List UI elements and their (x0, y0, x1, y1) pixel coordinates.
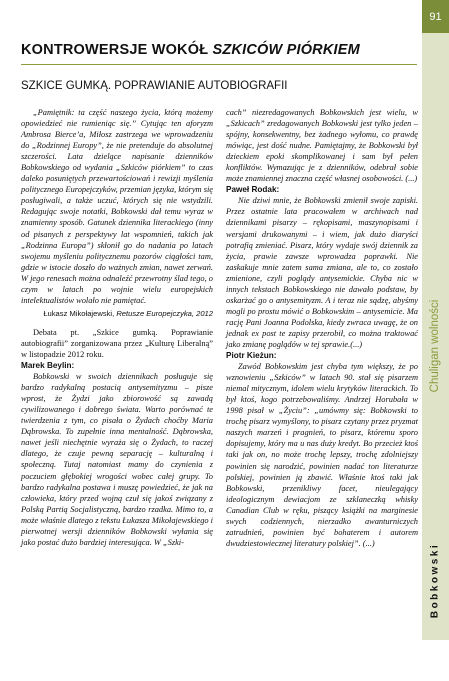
sidebar-author: Bobkowski (429, 542, 441, 619)
speaker-statement: Bobkowski w swoich dziennikach posługuje się bardzo radykalną postacią antysemityzmu – pisze wprost, że Żydzi jako zbiorowość są zawadą cywilizowanego i dobrego świata. Warto porównać te twierdzenia z tym, co pisała o Żydach choćby Maria Dąbrowska. To zupełnie inna mentalność. Dąbrowska, nawet jeśli niechętnie wyraża się o Żydach, to raczej dlatego, że czuje pewną separację – kulturalną i społeczną. Tutaj natomiast mamy do czynienia z poczuciem głębokiej wrogości wobec całej grupy. To bardzo radykalna postawa i muszę powiedzieć, że jak na człowieka, który przed wojną czuł się jakoś związany z Polską Partią Socjalistyczną, bardzo rzadka. Mimo to, a może właśnie dlatego z tekstu Łukasza Mikołajewskiego i pierwotnej wersji dzienników Bobkowski wyłania się jako postać dużo bardziej interesująca. W „Szki- (21, 372, 213, 547)
speaker-statement: Zawód Bobkowskim jest chyba tym większy, że po wznowieniu „Szkiców” w latach 90. stał się pisarzem niemal mitycznym, idolem wielu krytyków literackich. To był ktoś, kogo potrzebowaliśmy. Andrzej Horubała w 1998 pisał w „Życiu”: „umówmy się: Bobkowski to trochę pisarz wymyślony, to pisarz czytany przez pryzmat naszych marzeń i pragnień, to pisarz, któremu sporo dopisujemy, który ma u nas duży kredyt. Bo przecież ktoś taki jak on, no może trochę lepszy, trochę zdolniejszy powinien się narodzić, powinien nadać ton literaturze polskiej, powinien ją zbawić. Właśnie ktoś taki jak Bobkowski, przenikliwy facet, nieulegający ideologicznym dewiacjom ze szklaneczką whisky Canadian Club w ręku, piszący książki na marginesie swych codziennych, nierzadko awanturniczych zatrudnień, powinien być bohaterem i autorem dwudziestowiecznej literatury polskiej”. (...) (226, 362, 418, 548)
speaker-name: Marek Beylin: (21, 361, 75, 371)
sidebar-section-title: Chuligan wolności (429, 299, 441, 393)
speaker-name: Piotr Kieżun: (226, 351, 277, 361)
speaker-name: Paweł Rodak: (226, 185, 280, 195)
title-part-2: SZKICÓW PIÓRKIEM (212, 42, 360, 58)
speaker-statement: Nie dziwi mnie, że Bobkowski zmienił swoje zapiski. Przez ostatnie lata pracowałem w archiwach nad dziennikami pisarzy – rękopisami, maszynopisami i wersjami drukowanymi – i wiem, jak dużo diaryści potrafią zmieniać. Pisarz, który wydaje swój dziennik za życia, prawie zawsze wprowadza poprawki. Nie zaskakuje mnie zatem sama zmiana, ale to, co zostało zmienione, czyli poglądy antysemickie. Chyba nic w innych tekstach Bobkowskiego nie dawało podstaw, by oskarżać go o antysemityzm. A i teraz nie sądzę, abyśmy mogli po prostu mówić o Bobkowskim – antysemicie. Ma rację Pani Joanna Podolska, kiedy zwraca uwagę, że on jednak ex post te zapisy przerobił, co można traktować jako zmianę poglądów w tej sprawie.(...) (226, 196, 418, 349)
left-column (21, 107, 213, 548)
title-divider (21, 64, 417, 65)
quote-paragraph: „Pamiętnik: ta część naszego życia, którą możemy opowiedzieć nie rumieniąc się.” Cytując ten aforyzm Ambrosa Bierce’a, Miłosz zastrzega we wprowadzeniu do „Rodzinnej Europy”, że nie pretenduje do absolutnej szczerości. Lata dzielące napisanie dzienników Bobkowskiego od wydania „Szkiców piórkiem” to czas daleko posuniętych przewartościowań i rewizji myślenia politycznego Europejczyków, przemian języka, którym się posługiwali, a także uczuć, których się nie wstydzili. Redagując swoje notatki, Bobkowski dał temu wyraz w znamienny sposób. Gatunek dziennika literackiego (inny od pisanych z perspektywy lat wspomnień, takich jak „Rodzinna Europa”) skłonił go do nadania po latach swojemu myśleniu politycznemu pozorów ciągłości tam, gdzie w istocie doszło do ważnych zmian, nawet zerwań. W jego renesach można odnaleźć przewrotny ślad tego, o czym w latach po wojnie wielu europejskich intelektualistów wolało nie pamiętać. (21, 108, 213, 305)
title-part-1: KONTROWERSJE WOKÓŁ (21, 42, 213, 58)
speaker-statement-continued: cach” niezredagowanych Bobkowskich jest wielu, w „Szkicach” zredagowanych Bobkowski jest tylko jeden – spójny, konsekwentny, bez żadnego wyłomu, co prawdę mówiąc, jest dość nudne. Pamiętajmy, że Bobkowski był dzieckiem epoki skomplikowanej i sam był pełen konfliktów. Wymazując je z dzienników, odebrał sobie może znamiennej znaczna część własnej osobowości. (...) (226, 108, 418, 184)
citation-author: Łukasz Mikołajewski, (43, 308, 117, 318)
page-title (21, 42, 360, 58)
debate-intro: Debata pt. „Szkice gumką. Poprawianie autobiografii” zorganizowana przez „Kulturę Liberalną” w listopadzie 2012 roku. (21, 327, 213, 359)
page-number: 91 (422, 0, 449, 33)
right-column (226, 107, 418, 549)
section-subtitle: SZKICE GUMKĄ. POPRAWIANIE AUTOBIOGRAFII (21, 80, 288, 92)
citation-source: Retusze Europejczyka, 2012 (116, 308, 213, 318)
quote-citation (21, 308, 213, 319)
